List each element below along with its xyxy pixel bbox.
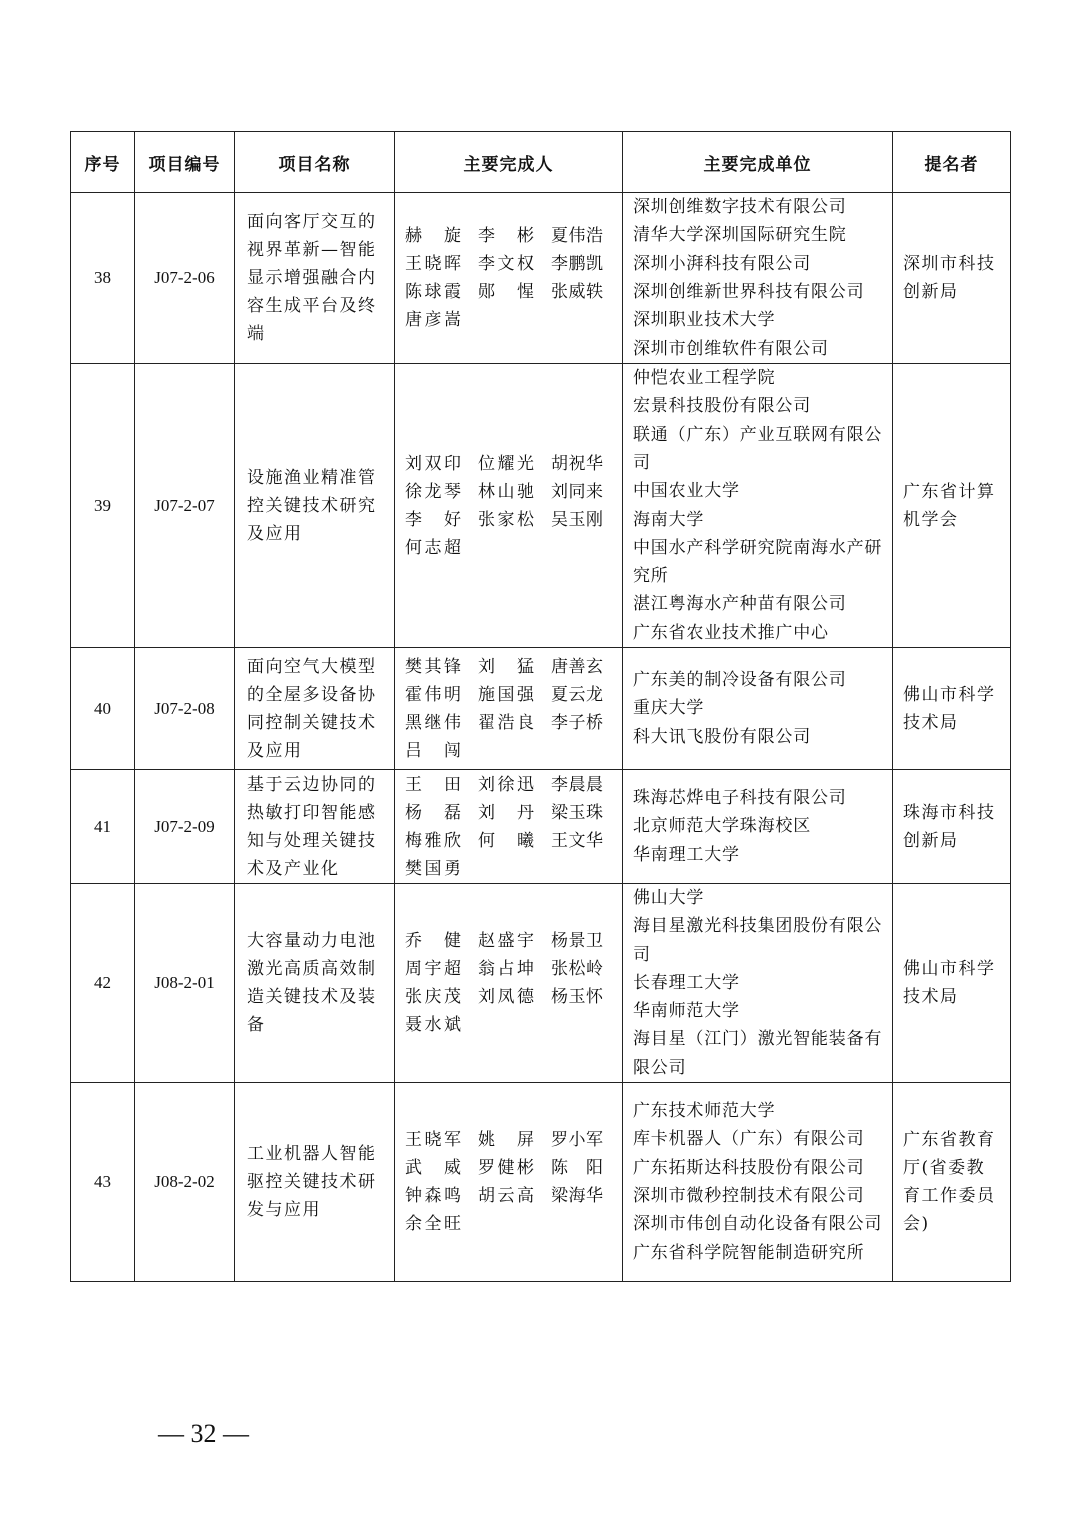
unit-name: 华南师范大学 xyxy=(633,1001,740,1022)
person-name: 樊其锋 xyxy=(405,656,461,677)
table-row xyxy=(71,193,1011,364)
person-name: 周宇超 xyxy=(405,959,461,980)
unit-name: 深圳市微秒控制技术有限公司 xyxy=(633,1186,865,1207)
row-code: J07-2-07 xyxy=(135,364,235,648)
person-name: 吴玉刚 xyxy=(551,509,603,530)
person-name: 李鹏凯 xyxy=(551,254,603,274)
people-line xyxy=(405,478,614,506)
row-units xyxy=(623,648,893,770)
unit-name: 佛山大学 xyxy=(633,888,705,908)
row-people xyxy=(395,364,623,648)
row-nominator: 佛山市科学技术局 xyxy=(893,884,1011,1083)
person-name: 姚 屏 xyxy=(478,1130,534,1151)
person-name: 徐龙琴 xyxy=(405,481,461,502)
unit-name: 海目星（江门）激光智能装备有限公司 xyxy=(633,1029,883,1078)
person-name: 罗健彬 xyxy=(478,1158,534,1179)
unit-name: 中国水产科学研究院南海水产研究所 xyxy=(633,537,883,587)
row-project-name: 面向客厅交互的视界革新—智能显示增强融合内容生成平台及终端 xyxy=(235,193,395,364)
person-name: 杨景卫 xyxy=(551,931,603,952)
person-name: 张庆茂 xyxy=(405,987,461,1008)
person-name: 张威轶 xyxy=(551,282,603,302)
people-line xyxy=(405,927,614,955)
unit-name: 中国农业大学 xyxy=(633,481,740,502)
person-name: 赵盛宇 xyxy=(478,931,534,952)
row-people xyxy=(395,648,623,770)
unit-name: 广东技术师范大学 xyxy=(633,1101,776,1122)
unit-name: 库卡机器人（广东）有限公司 xyxy=(633,1129,865,1150)
person-name: 赫 旋 xyxy=(405,226,461,246)
row-units xyxy=(623,884,893,1083)
unit-name: 深圳市伟创自动化设备有限公司 xyxy=(633,1214,883,1235)
person-name: 梁玉珠 xyxy=(551,802,603,823)
row-seq: 39 xyxy=(71,364,135,648)
unit-name: 仲恺农业工程学院 xyxy=(633,368,776,389)
unit-name: 宏景科技股份有限公司 xyxy=(633,396,811,417)
unit-name: 广东省科学院智能制造研究所 xyxy=(633,1242,865,1263)
unit-name: 海目星激光科技集团股份有限公司 xyxy=(633,916,883,965)
people-line xyxy=(405,306,614,334)
row-code: J07-2-06 xyxy=(135,193,235,364)
person-name: 钟森鸣 xyxy=(405,1186,461,1207)
people-line xyxy=(405,250,614,278)
unit-name: 湛江粤海水产种苗有限公司 xyxy=(633,594,847,615)
person-name: 李 彬 xyxy=(478,226,534,246)
unit-name: 清华大学深圳国际研究生院 xyxy=(633,225,847,246)
people-line xyxy=(405,799,614,827)
people-line xyxy=(405,827,614,855)
unit-name: 联通（广东）产业互联网有限公司 xyxy=(633,424,883,473)
unit-name: 深圳市创维软件有限公司 xyxy=(633,338,829,359)
person-name: 杨玉怀 xyxy=(551,987,603,1008)
people-line xyxy=(405,1154,614,1182)
person-name: 刘双印 xyxy=(405,453,461,474)
row-units xyxy=(623,364,893,648)
person-name: 刘徐迅 xyxy=(478,774,534,795)
person-name: 位耀光 xyxy=(478,453,534,474)
row-nominator: 深圳市科技创新局 xyxy=(893,193,1011,364)
row-nominator: 佛山市科学技术局 xyxy=(893,648,1011,770)
person-name: 唐善玄 xyxy=(551,656,603,677)
person-name: 梅雅欣 xyxy=(405,830,461,851)
person-name: 胡祝华 xyxy=(551,453,603,474)
people-line xyxy=(405,771,614,799)
person-name: 翁占坤 xyxy=(478,959,534,980)
person-name: 何 曦 xyxy=(478,830,534,851)
person-name: 黑继伟 xyxy=(405,712,461,733)
table-row xyxy=(71,648,1011,770)
people-line xyxy=(405,709,614,737)
header-seq: 序号 xyxy=(71,132,135,193)
person-name: 霍伟明 xyxy=(405,684,461,705)
page-number: — 32 — xyxy=(158,1419,249,1448)
row-seq: 41 xyxy=(71,770,135,884)
person-name: 武 威 xyxy=(405,1158,461,1179)
row-seq: 40 xyxy=(71,648,135,770)
people-line xyxy=(405,955,614,983)
people-line xyxy=(405,1011,614,1039)
person-name: 李 好 xyxy=(405,509,461,530)
people-line xyxy=(405,534,614,562)
person-name: 夏伟浩 xyxy=(551,226,603,246)
table-row xyxy=(71,364,1011,648)
unit-name: 深圳小湃科技有限公司 xyxy=(633,253,811,274)
person-name: 李子桥 xyxy=(551,712,603,733)
unit-name: 广东拓斯达科技股份有限公司 xyxy=(633,1157,865,1178)
people-line xyxy=(405,506,614,534)
people-line xyxy=(405,1210,614,1238)
person-name: 陈 阳 xyxy=(551,1158,603,1179)
row-code: J08-2-01 xyxy=(135,884,235,1083)
people-line xyxy=(405,1126,614,1154)
unit-name: 海南大学 xyxy=(633,509,705,530)
person-name: 乔 健 xyxy=(405,931,461,952)
person-name: 聂水斌 xyxy=(405,1015,461,1036)
person-name: 王晓晖 xyxy=(405,254,461,274)
row-nominator: 广东省教育厅(省委教育工作委员会) xyxy=(893,1083,1011,1282)
person-name: 余全旺 xyxy=(405,1214,461,1235)
row-seq: 38 xyxy=(71,193,135,364)
row-project-name: 设施渔业精准管控关键技术研究及应用 xyxy=(235,364,395,648)
row-seq: 43 xyxy=(71,1083,135,1282)
row-people xyxy=(395,1083,623,1282)
unit-name: 珠海芯烨电子科技有限公司 xyxy=(633,788,847,809)
header-units: 主要完成单位 xyxy=(623,132,893,193)
person-name: 王晓军 xyxy=(405,1130,461,1151)
person-name: 樊国勇 xyxy=(405,858,461,879)
row-people xyxy=(395,193,623,364)
row-units xyxy=(623,1083,893,1282)
row-people xyxy=(395,770,623,884)
header-nominator: 提名者 xyxy=(893,132,1011,193)
people-line xyxy=(405,450,614,478)
person-name: 刘同来 xyxy=(551,481,603,502)
person-name: 王文华 xyxy=(551,830,603,851)
people-line xyxy=(405,681,614,709)
header-people: 主要完成人 xyxy=(395,132,623,193)
table-row xyxy=(71,770,1011,884)
header-code: 项目编号 xyxy=(135,132,235,193)
people-line xyxy=(405,278,614,306)
row-code: J07-2-08 xyxy=(135,648,235,770)
person-name: 施国强 xyxy=(478,684,534,705)
row-people xyxy=(395,884,623,1083)
people-line xyxy=(405,737,614,765)
row-project-name: 大容量动力电池激光高质高效制造关键技术及装备 xyxy=(235,884,395,1083)
person-name: 刘 猛 xyxy=(478,656,534,677)
unit-name: 长春理工大学 xyxy=(633,972,740,993)
person-name: 郧 惺 xyxy=(478,282,534,302)
award-table xyxy=(70,131,1011,1282)
person-name: 吕 闯 xyxy=(405,740,461,761)
row-code: J08-2-02 xyxy=(135,1083,235,1282)
row-seq: 42 xyxy=(71,884,135,1083)
person-name: 刘凤德 xyxy=(478,987,534,1008)
person-name: 夏云龙 xyxy=(551,684,603,705)
person-name: 刘 丹 xyxy=(478,802,534,823)
table-row xyxy=(71,884,1011,1083)
unit-name: 华南理工大学 xyxy=(633,844,740,865)
unit-name: 深圳创维新世界科技有限公司 xyxy=(633,282,865,302)
row-project-name: 面向空气大模型的全屋多设备协同控制关键技术及应用 xyxy=(235,648,395,770)
row-project-name: 基于云边协同的热敏打印智能感知与处理关键技术及产业化 xyxy=(235,770,395,884)
person-name: 罗小军 xyxy=(551,1130,603,1151)
person-name: 胡云高 xyxy=(478,1186,534,1207)
people-line xyxy=(405,983,614,1011)
people-line xyxy=(405,222,614,250)
person-name: 翟浩良 xyxy=(478,712,534,733)
row-nominator: 广东省计算机学会 xyxy=(893,364,1011,648)
people-line xyxy=(405,1182,614,1210)
unit-name: 广东省农业技术推广中心 xyxy=(633,622,829,643)
row-project-name: 工业机器人智能驱控关键技术研发与应用 xyxy=(235,1083,395,1282)
people-line xyxy=(405,653,614,681)
row-units xyxy=(623,193,893,364)
person-name: 李晨晨 xyxy=(551,774,603,795)
person-name: 梁海华 xyxy=(551,1186,603,1207)
person-name: 张家松 xyxy=(478,509,534,530)
person-name: 杨 磊 xyxy=(405,802,461,823)
person-name: 李文权 xyxy=(478,254,534,274)
row-units xyxy=(623,770,893,884)
people-line xyxy=(405,855,614,883)
header-name: 项目名称 xyxy=(235,132,395,193)
unit-name: 重庆大学 xyxy=(633,698,705,719)
unit-name: 深圳职业技术大学 xyxy=(633,310,776,331)
person-name: 唐彦嵩 xyxy=(405,310,461,330)
table-header-row xyxy=(71,132,1011,193)
row-nominator: 珠海市科技创新局 xyxy=(893,770,1011,884)
person-name: 何志超 xyxy=(405,537,461,558)
person-name: 张松岭 xyxy=(551,959,603,980)
person-name: 王 田 xyxy=(405,774,461,795)
person-name: 陈球霞 xyxy=(405,282,461,302)
row-code: J07-2-09 xyxy=(135,770,235,884)
unit-name: 科大讯飞股份有限公司 xyxy=(633,726,811,747)
person-name: 林山驰 xyxy=(478,481,534,502)
table-row xyxy=(71,1083,1011,1282)
unit-name: 广东美的制冷设备有限公司 xyxy=(633,670,847,691)
unit-name: 深圳创维数字技术有限公司 xyxy=(633,197,847,218)
unit-name: 北京师范大学珠海校区 xyxy=(633,816,811,837)
